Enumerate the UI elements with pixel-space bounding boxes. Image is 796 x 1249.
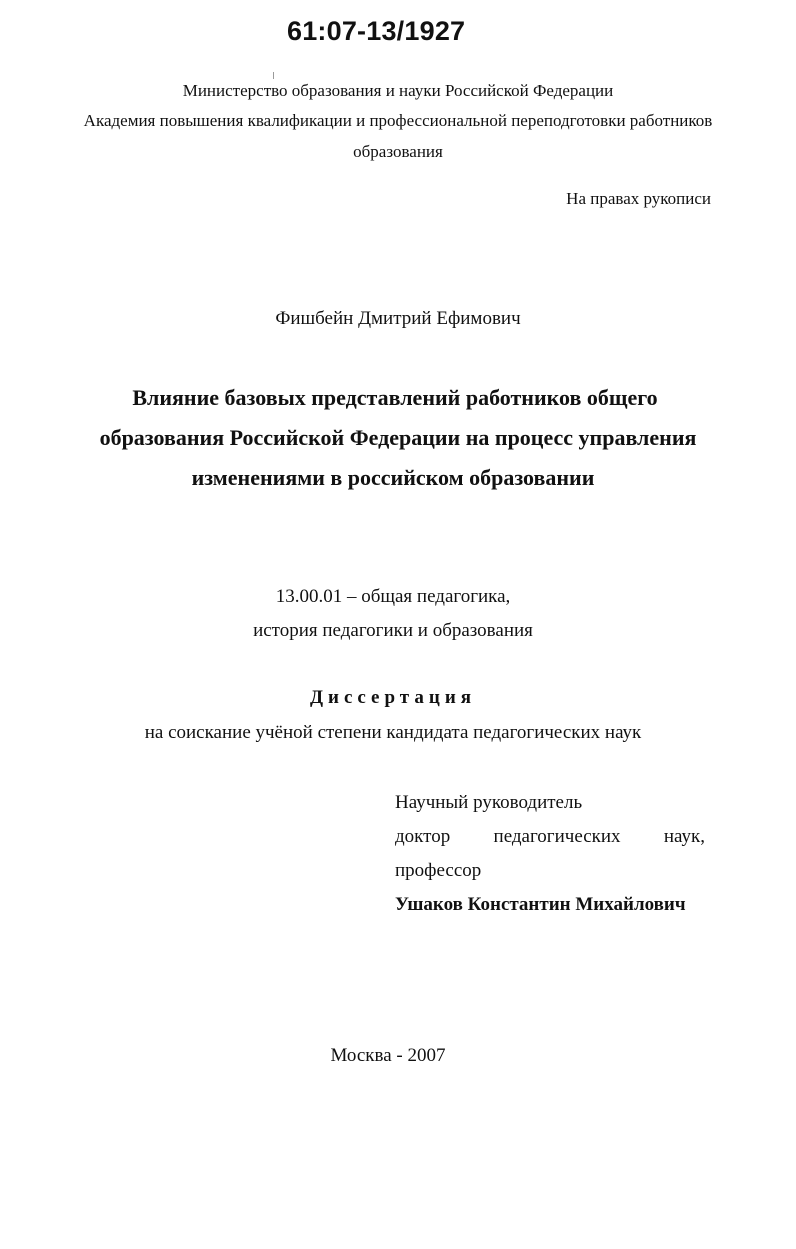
supervisor-role: Научный руководитель	[395, 792, 583, 813]
manuscript-rights-note: На правах рукописи	[566, 189, 711, 208]
supervisor-degree-word: наук,	[663, 826, 706, 847]
degree-statement: на соискание учёной степени кандидата педагогических наук	[144, 722, 642, 743]
specialty-code: 13.00.01 – общая педагогика,	[275, 586, 511, 607]
author-name: Фишбейн Дмитрий Ефимович	[275, 308, 521, 329]
title-line3: изменениями в российском образовании	[191, 465, 595, 490]
academy-name-line2: образования	[353, 142, 443, 161]
title-line1: Влияние базовых представлений работников общего	[132, 385, 658, 410]
supervisor-degree-word: доктор	[395, 826, 451, 847]
place-and-year: Москва - 2007	[330, 1045, 446, 1066]
supervisor-degree	[395, 826, 705, 860]
academy-name-line1: Академия повышения квалификации и профессиональной переподготовки работников	[83, 111, 713, 130]
scan-artifact-mark	[273, 72, 274, 79]
ministry-name: Министерство образования и науки Российской Федерации	[182, 81, 614, 100]
archive-code: 61:07-13/1927	[287, 16, 466, 46]
supervisor-name: Ушаков Константин Михайлович	[395, 894, 686, 915]
specialty-name: история педагогики и образования	[253, 620, 533, 641]
supervisor-block	[395, 792, 705, 928]
dissertation-label: Диссертация	[309, 687, 477, 708]
title-line2: образования Российской Федерации на процесс управления	[99, 425, 697, 450]
supervisor-degree-word: педагогических	[493, 826, 621, 847]
supervisor-rank: профессор	[395, 860, 482, 881]
